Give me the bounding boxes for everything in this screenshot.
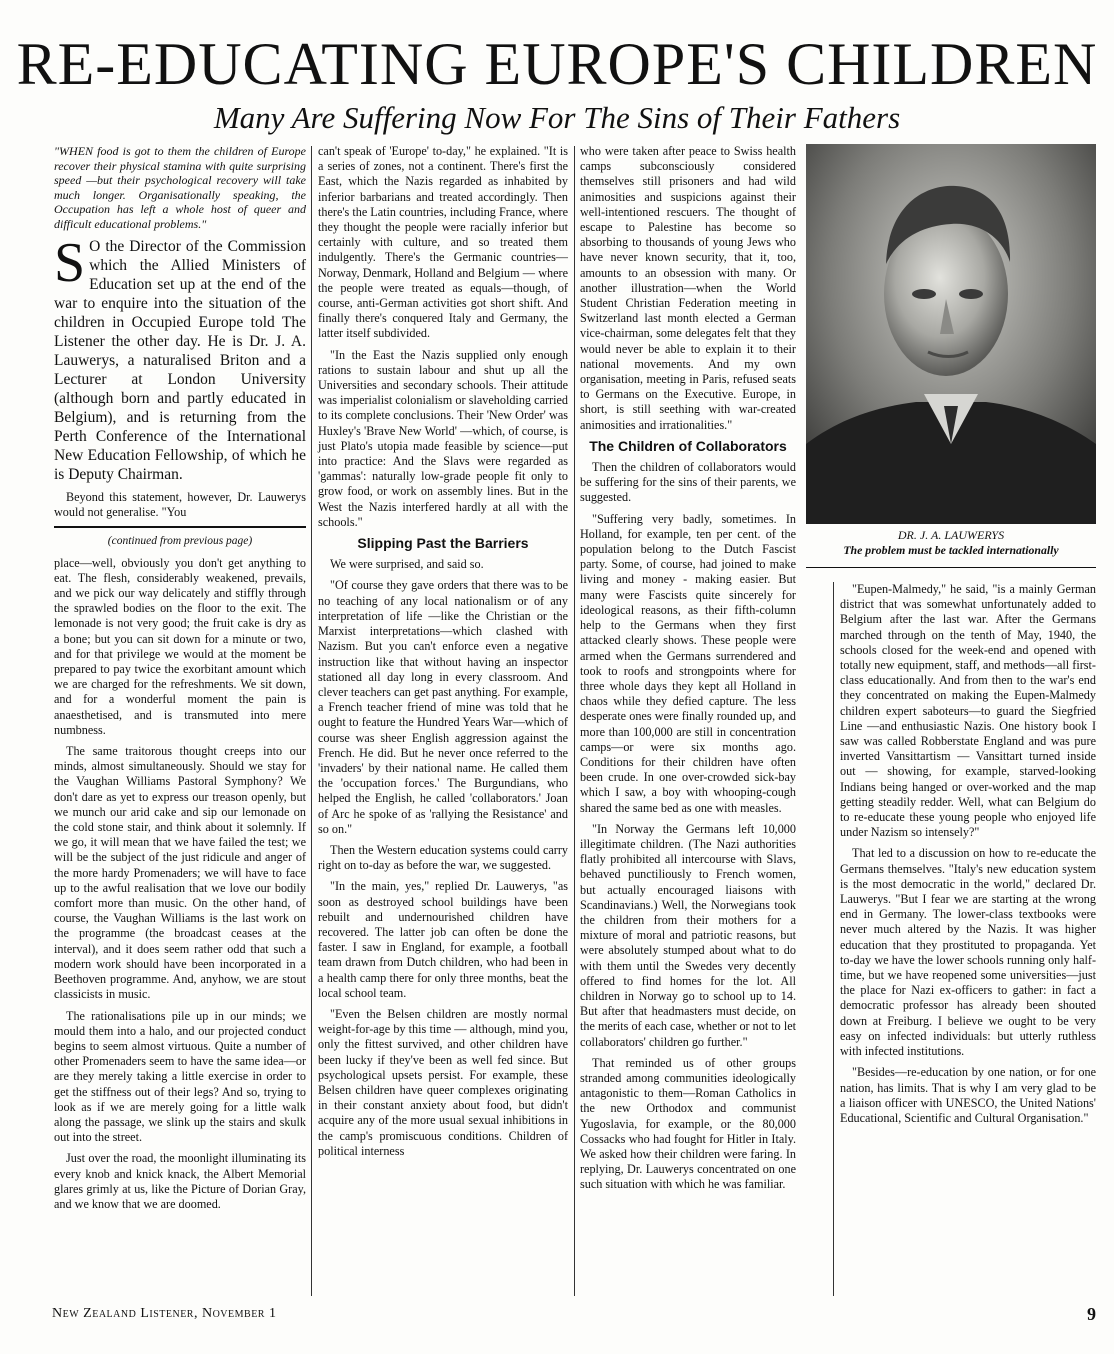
column-4 xyxy=(840,582,1096,1132)
paragraph: That reminded us of other groups stranded among communities ideologically antagonistic to them—Roman Catholics in the new Orthodox and communist Yugoslavia, for example, or the 80,000 Cossacks who had fought for Hitler in Italy. We asked how their children were faring. In replying, Dr. Lauwerys concentrated on one such situation with which he was familiar. xyxy=(580,1055,796,1192)
photo-caption-line: The problem must be tackled internationally xyxy=(843,543,1059,557)
paragraph: We were surprised, and said so. xyxy=(330,557,484,572)
paragraph: Then the Western education systems could carry right on to-day as before the war, we suggested. xyxy=(318,842,568,873)
paragraph: "In Norway the Germans left 10,000 illegitimate children. (The Nazi authorities flatly prohibited all intercourse with Slavs, behaved punctiliously to French women, but actually encouraged liaisons with Scandinavians.) Well, the Norwegians took the children from their mothers for a mixture of moral and patriotic reasons, but were absolutely stumped about what to do with them until the Swedes very decently offered to find homes for the lot. All children in Norway go to school up to 14. But after that headmasters must decide, on the merits of each case, whether or not to let collaborators' children go further." xyxy=(580,821,796,1049)
paragraph: "Even the Belsen children are mostly normal weight-for-age by this time — although, mind you, only the fittest survived, and other children have been lucky if they've been as well fed since. But psychological upsets persist. For example, these Belsen children have queer complexes originating in their constant anxiety about food, but didn't acquire any of the more usual sexual inhibitions in the camp's promiscuous conditions. Children of political interness xyxy=(318,1006,568,1158)
section-heading: Slipping Past the Barriers xyxy=(357,535,529,552)
portrait-photo xyxy=(806,144,1096,524)
intro-quote xyxy=(54,144,306,231)
paragraph: The rationalisations pile up in our minds; we mould them into a halo, and our projected conduct begins to seem almost virtuous. Quite a number of other Promenaders seem to have the same idea—or are they merely taking a little exercise in order to get the stiffness out of their legs? And so, trying to look as if we are merely going for a little walk along the passage, we slink up the stairs and skulk out into the street. xyxy=(54,1008,306,1145)
paragraph: Just over the road, the moonlight illuminating its every knob and knick knack, the Albert Memorial glares grimly at us, like the Picture of Dorian Gray, and we know that we are doomed. xyxy=(54,1151,306,1211)
column-rule xyxy=(833,582,834,1296)
column-rule xyxy=(574,146,575,1296)
paragraph: Beyond this statement, however, Dr. Lauwerys would not generalise. "You xyxy=(54,490,306,520)
paragraph: can't speak of 'Europe' to-day," he explained. "It is a series of zones, not a continent. There's first the East, which the Nazis regarded as inhabited by inferior barbarians and treated accordingly. Then there's the Latin countries, including France, where they thought the people were racially inferior but certainly with culture, and so treated them indulgently. There's the Germanic countries—Norway, Denmark, Holland and Belgium — where the people were treated as equals—though, of course, anti-German activities got short shift. And finally there's conquered Italy and Germany, the latter itself subdivided. xyxy=(318,144,568,341)
headline: RE-EDUCATING EUROPE'S CHILDREN xyxy=(16,31,1098,97)
lead-text: O the Director of the Commission which the Allied Ministers of Education set up at the end of the war to enquire into the situation of the children in Occupied Europe told The Listener the other day. He is Dr. J. A. Lauwerys, a naturalised Briton and a Lecturer at London University (although born and partly educated in Belgium), and is returning from the Perth Conference of the International New Education Fellowship, of which he is Deputy Chairman. xyxy=(54,238,306,483)
paragraph: "Of course they gave orders that there was to be no teaching of any local nationalism or of any interpretation of life —like the Christian or the Marxist interpretations—which clashed with Nazism. But you can't enforce even a negative instruction like that without having an inspector stationed all day long in every classroom. And clever teachers can get past anything. For example, a French teacher friend of mine was told that he ought to feature the Hundred Years War—which of course was sheer English aggression against the French. He did. But he never once referred to the 'invaders' by their national name. He called them the 'occupation forces.' The Burgundians, who helped the English, he called 'collaborators.' Joan of Arc he spoke of as 'rallying the Resistance' and so on." xyxy=(318,578,568,836)
paragraph: That led to a discussion on how to re-educate the Germans themselves. "Italy's new education system is the most democratic in the world," declared Dr. Lauwerys. "But I fear we are starting at the wrong end in Germany. The lower-class textbooks were never much altered by the Nazis. It was higher education that they prostituted to propaganda. Yet to-day we have the lower schools running only half-time, but we have reopened some universities—just the place for Nazi ex-officers to gather: in fact a democratic professor has already been shouted down at Freiburg. I believe we ought to be very easy on infected individuals: but utterly ruthless with infected institutions. xyxy=(840,846,1096,1059)
paragraph: Then the children of collaborators would be suffering for the sins of their parents, we suggested. xyxy=(580,460,796,505)
portrait-image xyxy=(806,144,1096,524)
continued-note: (continued from previous page) xyxy=(107,535,253,548)
paragraph: "In the East the Nazis supplied only enough rations to sustain labour and shut up all the Universities and secondary schools. Their attitude was imperialist colonialism or slaveholding carried to its complete conclusions. Their 'New Order' was Huxley's 'Brave New World' —which, of course, is just Plato's utopia made feasible by science—put into practice: And the Slavs were regarded as 'gammas': naturally low-grade people fit only to grow food, or work on assembly lines. But in the West the Nazis interfered hardly at all with the schools." xyxy=(318,347,568,529)
subheadline: Many Are Suffering Now For The Sins of Their Fathers xyxy=(213,100,901,135)
column-rule xyxy=(311,146,312,1296)
paragraph: place—well, obviously you don't get anything to eat. The flesh, considerably weakened, prevails, and we pick our way delicately and stiffly through the sprawled bodies on the floor to the exit. The lemonade is not very good; the fruit cake is dry as a bone; but you can sit down for a minute or two, and for that privilege we would at the moment be prepared to pay twice the exorbitant amount which we are charged for the refreshments. We sit down, and for a wonderful moment the pain is anaesthetised, and is transmuted into mere numbness. xyxy=(54,555,306,737)
section-divider xyxy=(54,526,306,528)
caption-rule xyxy=(806,567,1096,568)
paragraph: "Eupen-Malmedy," he said, "is a mainly German district that was somewhat unfortunately added to Belgium after the last war. After the Germans marched through on the tenth of May, 1940, the schools closed for the week-end and opened with totally new equipment, staff, and methods—all first-class educationally. And from then to the war's end they concentrated on making the Eupen-Malmedy children expert saboteurs—to guard the Siegfried Line —and enthusiastic Nazis. One history book I saw was called Robberstate England and was pure inverted Vansittartism — Vansittart turned inside out — showing, for example, starved-looking Indians being hanged or over-worked and the map getting steadily redder. Well, what can Belgium do to re-educate these young people who enjoyed life under Nazism so intensely?" xyxy=(840,582,1096,840)
photo-caption-name: DR. J. A. LAUWERYS xyxy=(897,528,1005,542)
paragraph: "Suffering very badly, sometimes. In Holland, for example, ten per cent. of the population belong to the Dutch Fascist party. Some, of course, had joined to make living and money - making easier. But many were Fascists quite sincerely for ideological reasons, as their fifth-column help to the Germans when they first attacked clearly shows. These people were armed when the Germans surrendered and took to roofs and strongpoints where for three whole days they kept all Holland in chaos while they defied capture. The less desperate ones were finally rounded up, and more than 100,000 are still in concentration camps—or were six months ago. Conditions for their children have often been crude. In one over-crowded sick-bay which I saw, a boy with whooping-cough shared the same bed as one with measles. xyxy=(580,511,796,815)
column-2 xyxy=(318,144,568,1165)
paragraph: "Besides—re-education by one nation, or for one nation, has limits. That is why I am very glad to be a liaison officer with UNESCO, the United Nations' Educational, Scientific and Cultural Organisation." xyxy=(840,1065,1096,1125)
paragraph: "In the main, yes," replied Dr. Lauwerys, "as soon as destroyed school buildings have been rebuilt and undernourished children have recovered. The latter job can often be done the faster. I saw in England, for example, a football team drawn from Dutch children, who had been in a health camp there for only three months, beat the local school team. xyxy=(318,879,568,1000)
section-heading: The Children of Collaborators xyxy=(589,437,787,454)
paragraph: who were taken after peace to Swiss health camps subconsciously considered themselves still prisoners and had wild animosities and suspicions against their well-intentioned rescuers. The thought of escape to Palestine has become so absorbing to thousands of young Jews who have never known security, that it, too, amounts to an obsession with many. Or another illustration—when the World Student Christian Federation meeting in Switzerland last month elected a German vice-chairman, some delegates felt that they would never be able to explain it to their national movements. And my own organisation, meeting in Paris, refused seats to Germans on the Executive. Europe, in short, is still seething with war-created animosities and irrationalities." xyxy=(580,144,796,432)
paragraph: The same traitorous thought creeps into our minds, almost simultaneously. Should we stay for the Vaughan Williams Pastoral Symphony? We don't dare as yet to express our treason openly, but we munch our arid cake and sip our lemonade on the cold stone stair, and think about it solemnly. If we go, it will mean that we have failed the test; we will be the subject of the just ridicule and anger of the more hardy Promenaders; we will have to face up to the awful realisation that we love our bodily comfort more than music. On the other hand, of course, the Vaughan Williams is the last work on the programme (the broadcast ceases at the interval), and it does seem rather odd that such a modern work should have been incorporated in a Beethoven programme. And, anyhow, we are stout classicists in music. xyxy=(54,744,306,1002)
column-1 xyxy=(54,144,306,1218)
drop-cap: S xyxy=(54,232,86,294)
intro-text: "WHEN food is got to them the children of Europe recover their physical stamina with quite surprising speed —but their psychological recovery will take much longer. Organisationally speaking, the Occupation has left a whole host of queer and difficult educational problems." xyxy=(54,144,306,231)
column-3 xyxy=(580,144,796,1199)
page-footer: New Zealand Listener, November 1 xyxy=(52,1306,277,1321)
page-number: 9 xyxy=(1087,1304,1096,1324)
lead-paragraph xyxy=(54,232,306,484)
